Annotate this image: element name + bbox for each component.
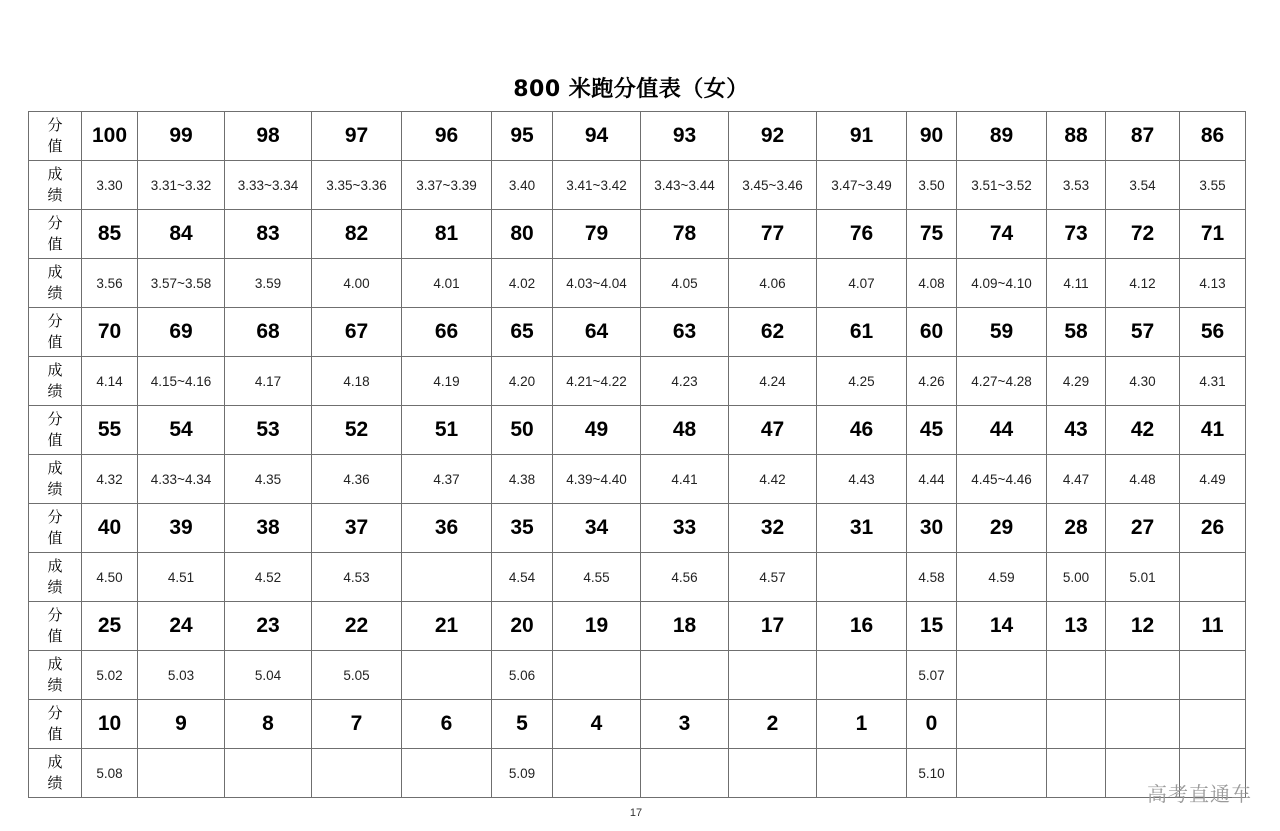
result-cell: 4.11 (1047, 259, 1106, 308)
result-cell: 5.04 (225, 651, 312, 700)
score-cell: 64 (553, 308, 641, 357)
result-label-char: 成 (47, 361, 63, 379)
score-cell: 10 (82, 700, 138, 749)
result-cell: 4.12 (1106, 259, 1180, 308)
score-cell: 54 (138, 406, 225, 455)
score-cell: 36 (402, 504, 492, 553)
result-cell: 4.59 (957, 553, 1047, 602)
score-row (29, 602, 1246, 651)
score-cell: 8 (225, 700, 312, 749)
result-row (29, 161, 1246, 210)
result-cell: 4.15~4.16 (138, 357, 225, 406)
result-cell (1106, 651, 1180, 700)
score-cell: 85 (82, 210, 138, 259)
score-cell: 57 (1106, 308, 1180, 357)
score-cell: 93 (641, 112, 729, 161)
result-cell: 4.29 (1047, 357, 1106, 406)
score-cell: 48 (641, 406, 729, 455)
score-row-label (29, 308, 82, 357)
score-cell: 76 (817, 210, 907, 259)
score-cell: 26 (1180, 504, 1246, 553)
result-cell: 4.14 (82, 357, 138, 406)
result-cell: 4.45~4.46 (957, 455, 1047, 504)
result-cell: 4.38 (492, 455, 553, 504)
result-row-label (29, 553, 82, 602)
score-cell: 84 (138, 210, 225, 259)
result-cell: 4.36 (312, 455, 402, 504)
result-cell: 4.53 (312, 553, 402, 602)
result-cell: 5.03 (138, 651, 225, 700)
result-cell: 4.39~4.40 (553, 455, 641, 504)
result-cell (1047, 651, 1106, 700)
score-cell: 66 (402, 308, 492, 357)
result-cell: 4.51 (138, 553, 225, 602)
score-label-char: 值 (47, 137, 63, 155)
result-cell: 4.56 (641, 553, 729, 602)
table-body (29, 112, 1246, 798)
score-row-label (29, 210, 82, 259)
score-cell: 45 (907, 406, 957, 455)
score-cell: 23 (225, 602, 312, 651)
score-cell: 44 (957, 406, 1047, 455)
score-cell: 0 (907, 700, 957, 749)
score-cell: 49 (553, 406, 641, 455)
result-cell: 5.05 (312, 651, 402, 700)
result-cell: 3.55 (1180, 161, 1246, 210)
result-label-char: 成 (47, 655, 63, 673)
score-cell: 39 (138, 504, 225, 553)
result-cell: 5.00 (1047, 553, 1106, 602)
score-cell: 65 (492, 308, 553, 357)
result-row-label (29, 455, 82, 504)
result-cell: 3.43~3.44 (641, 161, 729, 210)
score-cell: 78 (641, 210, 729, 259)
score-label-char: 分 (47, 606, 63, 624)
score-cell: 87 (1106, 112, 1180, 161)
score-cell: 50 (492, 406, 553, 455)
result-cell: 4.21~4.22 (553, 357, 641, 406)
score-cell: 7 (312, 700, 402, 749)
result-cell: 5.01 (1106, 553, 1180, 602)
score-cell: 12 (1106, 602, 1180, 651)
score-cell: 25 (82, 602, 138, 651)
score-cell: 29 (957, 504, 1047, 553)
result-cell: 3.57~3.58 (138, 259, 225, 308)
result-label-char: 成 (47, 263, 63, 281)
result-cell (553, 749, 641, 798)
result-cell: 4.08 (907, 259, 957, 308)
score-cell: 88 (1047, 112, 1106, 161)
score-cell: 37 (312, 504, 402, 553)
score-cell: 86 (1180, 112, 1246, 161)
score-cell: 20 (492, 602, 553, 651)
score-cell: 56 (1180, 308, 1246, 357)
result-cell: 3.59 (225, 259, 312, 308)
score-cell: 6 (402, 700, 492, 749)
result-cell: 4.17 (225, 357, 312, 406)
score-cell: 46 (817, 406, 907, 455)
score-cell: 67 (312, 308, 402, 357)
result-cell: 3.45~3.46 (729, 161, 817, 210)
result-cell: 4.09~4.10 (957, 259, 1047, 308)
score-cell: 43 (1047, 406, 1106, 455)
score-cell: 22 (312, 602, 402, 651)
result-cell: 4.25 (817, 357, 907, 406)
result-cell: 3.51~3.52 (957, 161, 1047, 210)
result-cell (729, 651, 817, 700)
result-label-char: 绩 (47, 284, 63, 302)
result-cell (402, 749, 492, 798)
score-cell: 14 (957, 602, 1047, 651)
result-cell: 4.20 (492, 357, 553, 406)
result-label-char: 成 (47, 165, 63, 183)
result-cell (225, 749, 312, 798)
result-cell (641, 749, 729, 798)
result-row-label (29, 357, 82, 406)
score-cell: 70 (82, 308, 138, 357)
score-cell: 41 (1180, 406, 1246, 455)
result-label-char: 成 (47, 459, 63, 477)
score-row-label (29, 504, 82, 553)
score-label-char: 分 (47, 116, 63, 134)
result-cell: 5.07 (907, 651, 957, 700)
result-cell: 4.49 (1180, 455, 1246, 504)
score-cell: 16 (817, 602, 907, 651)
score-row (29, 700, 1246, 749)
result-cell: 4.54 (492, 553, 553, 602)
score-cell: 53 (225, 406, 312, 455)
score-label-char: 值 (47, 725, 63, 743)
result-cell: 3.30 (82, 161, 138, 210)
score-cell: 58 (1047, 308, 1106, 357)
score-cell: 17 (729, 602, 817, 651)
page-number: 17 (629, 807, 643, 819)
result-label-char: 绩 (47, 578, 63, 596)
result-cell: 4.07 (817, 259, 907, 308)
score-cell: 32 (729, 504, 817, 553)
score-cell: 89 (957, 112, 1047, 161)
score-cell: 99 (138, 112, 225, 161)
score-label-char: 值 (47, 627, 63, 645)
result-label-char: 绩 (47, 480, 63, 498)
result-cell: 4.30 (1106, 357, 1180, 406)
result-cell: 4.26 (907, 357, 957, 406)
score-cell: 35 (492, 504, 553, 553)
result-cell: 4.02 (492, 259, 553, 308)
score-cell (957, 700, 1047, 749)
score-cell: 33 (641, 504, 729, 553)
result-cell: 4.33~4.34 (138, 455, 225, 504)
result-cell: 4.50 (82, 553, 138, 602)
score-cell: 21 (402, 602, 492, 651)
score-cell: 55 (82, 406, 138, 455)
result-cell: 4.43 (817, 455, 907, 504)
result-row (29, 553, 1246, 602)
score-cell: 98 (225, 112, 312, 161)
score-cell: 34 (553, 504, 641, 553)
result-row-label (29, 161, 82, 210)
result-cell (817, 651, 907, 700)
score-cell: 100 (82, 112, 138, 161)
result-cell: 4.24 (729, 357, 817, 406)
result-row-label (29, 259, 82, 308)
score-cell: 52 (312, 406, 402, 455)
result-row (29, 357, 1246, 406)
result-row (29, 455, 1246, 504)
result-cell (553, 651, 641, 700)
score-label-char: 分 (47, 704, 63, 722)
result-cell: 3.47~3.49 (817, 161, 907, 210)
score-row (29, 308, 1246, 357)
result-cell: 5.09 (492, 749, 553, 798)
result-cell (1180, 651, 1246, 700)
score-cell: 5 (492, 700, 553, 749)
score-cell: 18 (641, 602, 729, 651)
result-cell: 4.41 (641, 455, 729, 504)
result-cell (817, 749, 907, 798)
score-cell: 82 (312, 210, 402, 259)
result-cell: 4.52 (225, 553, 312, 602)
result-cell: 4.47 (1047, 455, 1106, 504)
result-cell: 4.32 (82, 455, 138, 504)
score-cell: 15 (907, 602, 957, 651)
score-cell: 30 (907, 504, 957, 553)
score-cell: 94 (553, 112, 641, 161)
score-cell: 11 (1180, 602, 1246, 651)
result-cell: 4.42 (729, 455, 817, 504)
result-label-char: 绩 (47, 186, 63, 204)
result-cell: 3.35~3.36 (312, 161, 402, 210)
result-cell: 4.31 (1180, 357, 1246, 406)
score-cell: 62 (729, 308, 817, 357)
result-row-label (29, 749, 82, 798)
result-cell: 3.54 (1106, 161, 1180, 210)
score-cell: 59 (957, 308, 1047, 357)
result-cell: 3.37~3.39 (402, 161, 492, 210)
result-cell: 3.40 (492, 161, 553, 210)
result-row-label (29, 651, 82, 700)
score-cell: 2 (729, 700, 817, 749)
result-cell (312, 749, 402, 798)
result-cell: 5.10 (907, 749, 957, 798)
result-cell: 3.50 (907, 161, 957, 210)
score-row (29, 504, 1246, 553)
result-cell: 4.48 (1106, 455, 1180, 504)
result-cell: 4.58 (907, 553, 957, 602)
result-label-char: 绩 (47, 382, 63, 400)
result-cell: 4.19 (402, 357, 492, 406)
result-row (29, 749, 1246, 798)
score-cell: 91 (817, 112, 907, 161)
result-cell: 3.31~3.32 (138, 161, 225, 210)
score-row (29, 210, 1246, 259)
score-cell: 69 (138, 308, 225, 357)
score-cell: 47 (729, 406, 817, 455)
score-cell: 4 (553, 700, 641, 749)
score-cell: 79 (553, 210, 641, 259)
result-cell: 4.44 (907, 455, 957, 504)
score-cell: 19 (553, 602, 641, 651)
score-cell: 61 (817, 308, 907, 357)
result-cell (402, 553, 492, 602)
score-cell: 90 (907, 112, 957, 161)
result-cell: 5.06 (492, 651, 553, 700)
result-cell: 3.33~3.34 (225, 161, 312, 210)
result-cell (957, 651, 1047, 700)
score-label-char: 值 (47, 431, 63, 449)
score-cell: 51 (402, 406, 492, 455)
result-cell: 4.01 (402, 259, 492, 308)
score-cell: 24 (138, 602, 225, 651)
score-cell (1180, 700, 1246, 749)
result-cell: 3.41~3.42 (553, 161, 641, 210)
result-label-char: 成 (47, 753, 63, 771)
result-cell: 4.00 (312, 259, 402, 308)
score-label-char: 分 (47, 508, 63, 526)
result-label-char: 绩 (47, 774, 63, 792)
score-cell: 63 (641, 308, 729, 357)
score-cell: 68 (225, 308, 312, 357)
score-cell: 31 (817, 504, 907, 553)
score-cell: 95 (492, 112, 553, 161)
result-cell: 4.18 (312, 357, 402, 406)
score-cell: 3 (641, 700, 729, 749)
score-cell: 42 (1106, 406, 1180, 455)
score-cell: 27 (1106, 504, 1180, 553)
score-cell: 81 (402, 210, 492, 259)
result-cell (817, 553, 907, 602)
result-cell: 4.13 (1180, 259, 1246, 308)
score-cell: 40 (82, 504, 138, 553)
result-cell: 5.02 (82, 651, 138, 700)
score-label-char: 分 (47, 410, 63, 428)
score-cell: 96 (402, 112, 492, 161)
score-cell: 1 (817, 700, 907, 749)
score-cell (1047, 700, 1106, 749)
score-row-label (29, 602, 82, 651)
score-cell: 83 (225, 210, 312, 259)
result-cell: 4.03~4.04 (553, 259, 641, 308)
result-cell: 4.37 (402, 455, 492, 504)
result-cell: 4.05 (641, 259, 729, 308)
score-label-char: 分 (47, 312, 63, 330)
score-label-char: 值 (47, 235, 63, 253)
result-cell: 4.55 (553, 553, 641, 602)
result-cell (1180, 553, 1246, 602)
result-cell: 4.23 (641, 357, 729, 406)
score-cell: 80 (492, 210, 553, 259)
score-cell: 92 (729, 112, 817, 161)
score-cell: 75 (907, 210, 957, 259)
score-cell: 38 (225, 504, 312, 553)
result-label-char: 绩 (47, 676, 63, 694)
score-cell (1106, 700, 1180, 749)
score-label-char: 值 (47, 333, 63, 351)
score-cell: 74 (957, 210, 1047, 259)
score-row-label (29, 112, 82, 161)
result-cell (729, 749, 817, 798)
result-row (29, 651, 1246, 700)
watermark-text: 高考直通车 (1147, 782, 1252, 806)
score-cell: 60 (907, 308, 957, 357)
score-cell: 72 (1106, 210, 1180, 259)
result-cell: 3.53 (1047, 161, 1106, 210)
score-cell: 71 (1180, 210, 1246, 259)
result-cell: 3.56 (82, 259, 138, 308)
score-label-char: 值 (47, 529, 63, 547)
result-cell (1047, 749, 1106, 798)
score-label-char: 分 (47, 214, 63, 232)
score-row-label (29, 406, 82, 455)
result-cell (641, 651, 729, 700)
score-cell: 13 (1047, 602, 1106, 651)
result-cell (138, 749, 225, 798)
score-row (29, 406, 1246, 455)
score-cell: 73 (1047, 210, 1106, 259)
score-cell: 77 (729, 210, 817, 259)
score-cell: 97 (312, 112, 402, 161)
result-label-char: 成 (47, 557, 63, 575)
result-cell (402, 651, 492, 700)
score-cell: 9 (138, 700, 225, 749)
result-cell: 4.57 (729, 553, 817, 602)
result-row (29, 259, 1246, 308)
score-row-label (29, 700, 82, 749)
result-cell (957, 749, 1047, 798)
result-cell: 4.27~4.28 (957, 357, 1047, 406)
result-cell: 5.08 (82, 749, 138, 798)
score-cell: 28 (1047, 504, 1106, 553)
result-cell: 4.06 (729, 259, 817, 308)
score-table (28, 111, 1246, 798)
score-row (29, 112, 1246, 161)
page-title: 800 米跑分值表（女） (513, 77, 749, 102)
result-cell: 4.35 (225, 455, 312, 504)
